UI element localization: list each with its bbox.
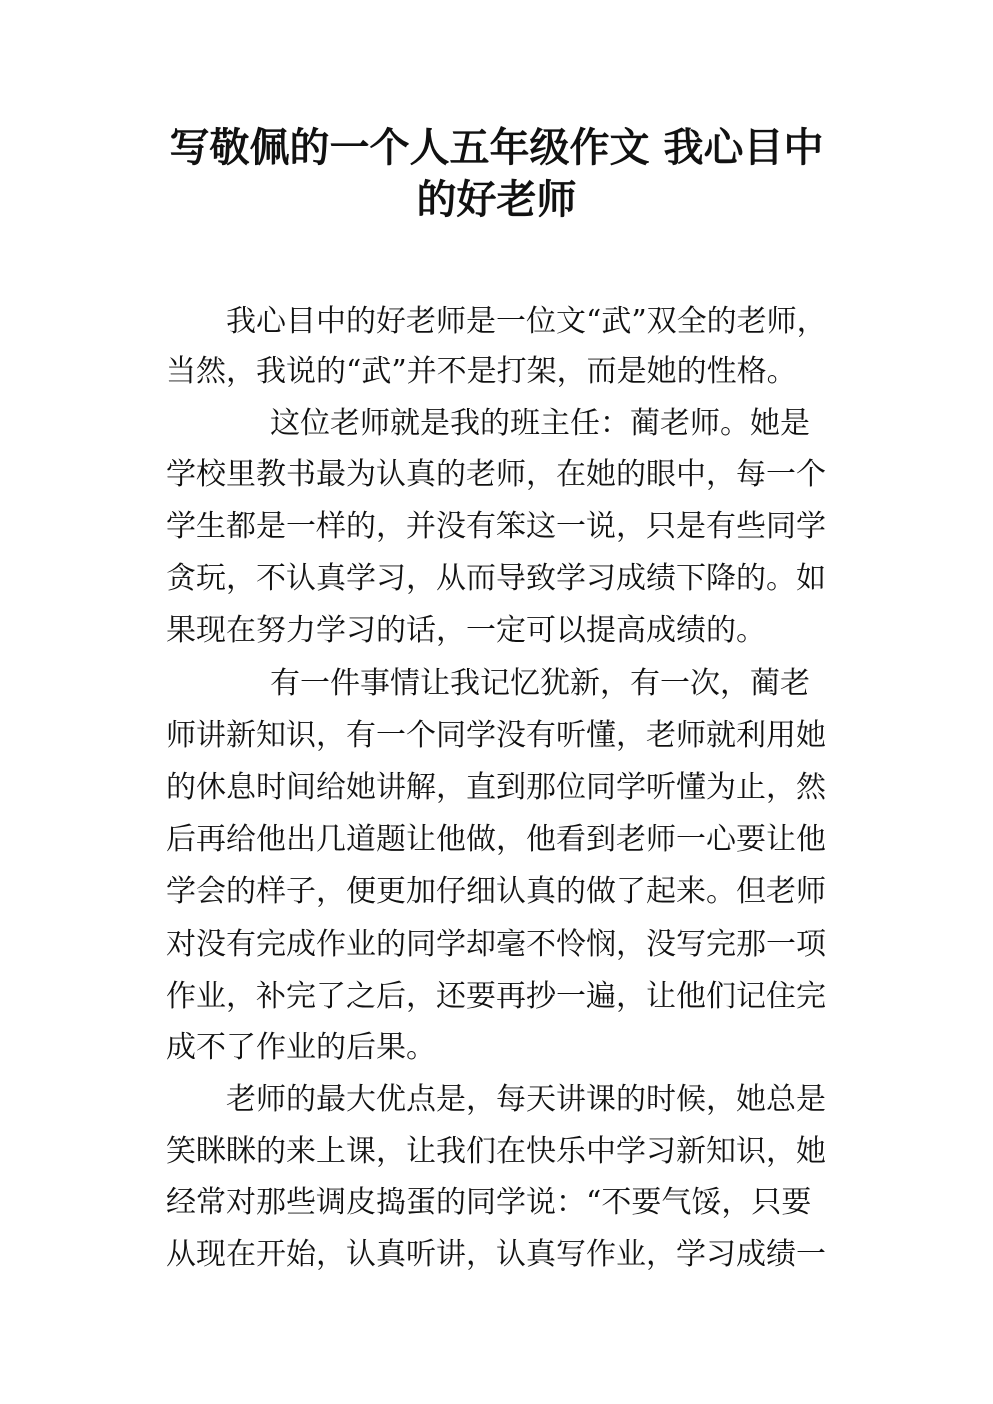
paragraph-line: 学会的样子，便更加仔细认真的做了起来。但老师 [166,874,826,909]
paragraph-line: 当然，我说的“武”并不是打架，而是她的性格。 [166,354,797,389]
paragraph-line: 笑眯眯的来上课，让我们在快乐中学习新知识，她 [166,1134,826,1169]
paragraph-line: 学生都是一样的，并没有笨这一说，只是有些同学 [166,509,826,544]
paragraph-line: 果现在努力学习的话，一定可以提高成绩的。 [166,613,766,648]
paragraph-line: 学校里教书最为认真的老师，在她的眼中，每一个 [166,457,826,492]
paragraph-line: 我心目中的好老师是一位文“武”双全的老师， [226,304,827,339]
paragraph-line: 后再给他出几道题让他做，他看到老师一心要让他 [166,822,826,857]
paragraph-line: 作业，补完了之后，还要再抄一遍，让他们记住完 [166,979,826,1014]
document-title-line-2: 的好老师 [416,177,577,223]
paragraph-line: 贪玩，不认真学习，从而导致学习成绩下降的。如 [166,561,826,596]
paragraph-line: 成不了作业的后果。 [166,1030,436,1065]
paragraph-line: 的休息时间给她讲解，直到那位同学听懂为止，然 [166,770,826,805]
paragraph-line: 师讲新知识，有一个同学没有听懂，老师就利用她 [166,718,826,753]
paragraph-line: 经常对那些调皮捣蛋的同学说：“不要气馁，只要 [166,1185,812,1220]
paragraph-line: 对没有完成作业的同学却毫不怜悯，没写完那一项 [166,927,826,962]
paragraph-line: 老师的最大优点是，每天讲课的时候，她总是 [226,1082,826,1117]
document-title-line-1: 写敬佩的一个人五年级作文 我心目中 [169,125,824,171]
paragraph-line: 从现在开始，认真听讲，认真写作业，学习成绩一 [166,1237,826,1272]
paragraph-line: 有一件事情让我记忆犹新，有一次，蔺老 [270,666,810,701]
paragraph-line: 这位老师就是我的班主任：蔺老师。她是 [270,406,810,441]
